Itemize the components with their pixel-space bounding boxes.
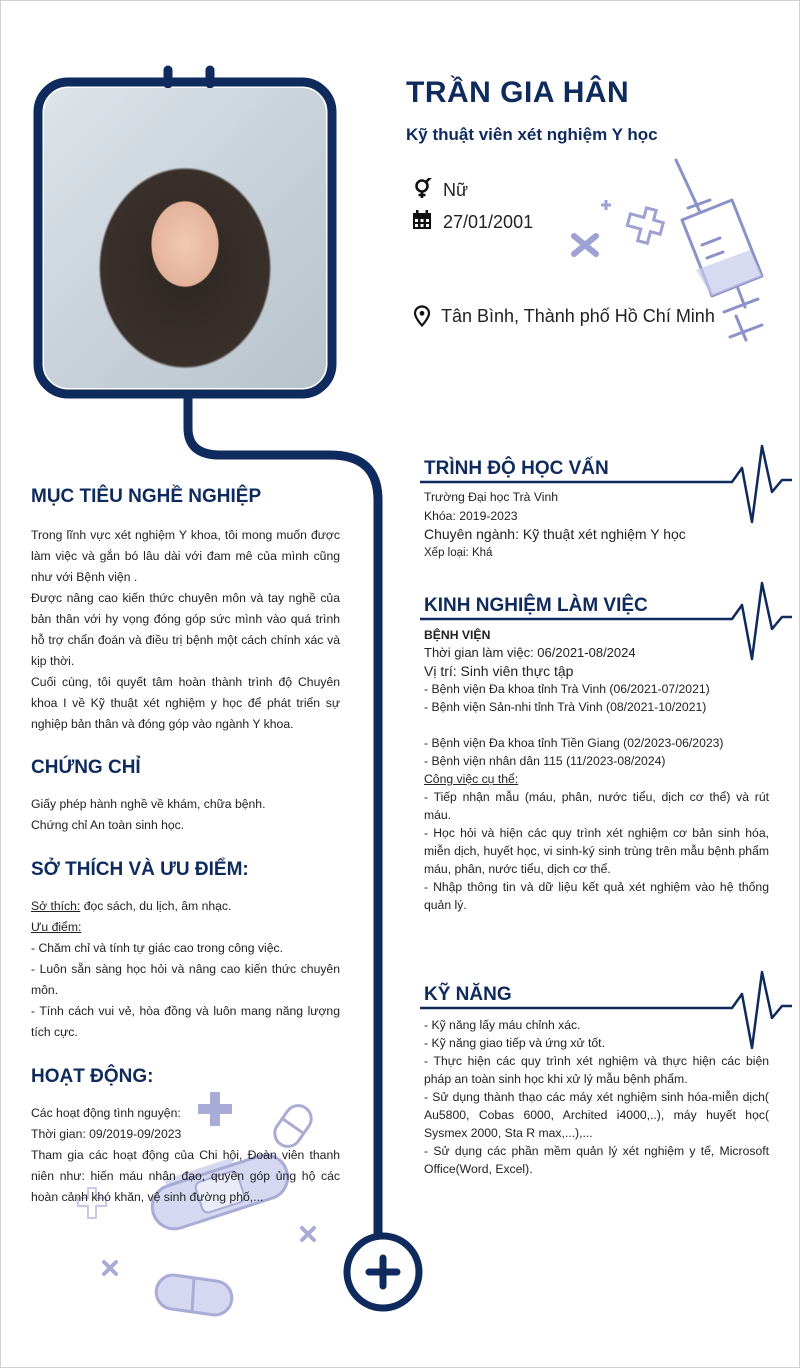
objective-heading: MỤC TIÊU NGHỀ NGHIỆP [31, 486, 262, 507]
strength-item: - Luôn sẵn sàng học hỏi và nâng cao kiến thức chuyên môn. [31, 962, 340, 997]
certificates-list [31, 794, 340, 836]
skill-item: - Sử dụng thành thạo các máy xét nghiệm sinh hóa-miễn dịch( Au5800, Cobas 6000, Archited i4000,..), máy huyết học( Sysmex 2000, Sta R max,...),... [424, 1090, 769, 1140]
experience-period: Thời gian làm việc: 06/2021-08/2024 [424, 645, 636, 660]
skill-item: - Sử dụng các phần mềm quản lý xét nghiệm y tế, Microsoft Office(Word, Excel). [424, 1144, 769, 1176]
activity-line: Tham gia các hoạt động của Chi hội, Đoàn viên thanh niên như: hiến máu nhân đạo, quyên góp ủng hộ các hoàn cảnh khó khăn, vệ sinh đường phố,... [31, 1148, 340, 1204]
duty-item: - Học hỏi và hiện các quy trình xét nghiệm cơ bản sinh hóa, miễn dịch, huyết học, vi sinh-ký sinh trùng trên mẫu bệnh phẩm máu, phân, nước tiểu, dịch cơ thể. [424, 826, 769, 876]
education-grade: Xếp loại: Khá [424, 546, 493, 559]
duty-item: - Tiếp nhận mẫu (máu, phân, nước tiểu, dịch cơ thể) và rút máu. [424, 790, 769, 822]
activity-line: Các hoạt động tình nguyện: [31, 1106, 181, 1120]
activities-text [31, 1103, 340, 1208]
education-school: Trường Đại học Trà Vinh [424, 490, 559, 504]
location-pin-icon [413, 305, 431, 327]
skills-heading: KỸ NĂNG [424, 984, 512, 1005]
hobbies-heading: SỞ THÍCH VÀ ƯU ĐIỂM: [31, 859, 249, 880]
syringe-icon [560, 150, 790, 360]
candidate-name: TRẦN GIA HÂN [406, 76, 630, 109]
strength-item: - Tính cách vui vẻ, hòa đồng và luôn mang năng lượng tích cực. [31, 1004, 340, 1039]
strength-label: Ưu điểm: [31, 920, 82, 934]
certificate-item: Giấy phép hành nghề về khám, chữa bệnh. [31, 797, 266, 811]
experience-place: - Bệnh viện Sản-nhi tỉnh Trà Vinh (08/2021-10/2021) [424, 700, 707, 714]
birthdate-value: 27/01/2001 [443, 212, 534, 232]
education-heading: TRÌNH ĐỘ HỌC VẤN [424, 458, 609, 479]
strength-item: - Chăm chỉ và tính tự giác cao trong công việc. [31, 941, 284, 955]
experience-place: - Bệnh viện nhân dân 115 (11/2023-08/2024) [424, 754, 666, 768]
hobby-text: đọc sách, du lịch, âm nhạc. [80, 899, 232, 913]
experience-details [424, 626, 769, 914]
education-course: Khóa: 2019-2023 [424, 508, 518, 523]
gender-value: Nữ [443, 180, 469, 200]
experience-place: - Bệnh viện Đa khoa tỉnh Tiền Giang (02/2023-06/2023) [424, 736, 724, 750]
objective-paragraph: Cuối cùng, tôi quyết tâm hoàn thành trình độ Chuyên khoa I về Kỹ thuật xét nghiệm y học để phát triển sự nghiệp bản thân và đóng góp vào ngành Y khoa. [31, 675, 340, 731]
profile-photo [44, 88, 326, 388]
skill-item: - Thực hiện các quy trình xét nghiệm và thực hiện các biện pháp an toàn sinh học khi xử lý mẫu bệnh phẩm. [424, 1054, 769, 1086]
hobbies-text [31, 896, 340, 1043]
skills-list [424, 1016, 769, 1178]
hobby-label: Sở thích: [31, 899, 81, 913]
skill-item: - Kỹ năng lấy máu chỉnh xác. [424, 1018, 581, 1032]
experience-heading: KINH NGHIỆM LÀM VIỆC [424, 595, 648, 616]
duty-item: - Nhập thông tin và dữ liệu kết quả xét nghiệm vào hệ thống quản lý. [424, 880, 769, 912]
duties-label: Công việc cụ thể: [424, 772, 519, 786]
job-title: Kỹ thuật viên xét nghiệm Y học [406, 125, 658, 144]
address-value: Tân Bình, Thành phố Hồ Chí Minh [441, 306, 715, 326]
objective-paragraph: Được nâng cao kiến thức chuyên môn và tay nghề của bản thân với hy vọng đóng góp sức mình vào quá trình hỗ trợ chẩn đoán và điều trị bệnh một cách chính xác và kịp thời. [31, 591, 340, 668]
objective-paragraph: Trong lĩnh vực xét nghiệm Y khoa, tôi mong muốn được làm việc và gắn bó lâu dài với đam mê của mình cũng như với Bệnh viện . [31, 528, 340, 584]
experience-position: Vị trí: Sinh viên thực tập [424, 663, 574, 679]
calendar-icon [412, 210, 432, 230]
experience-org: BỆNH VIỆN [424, 628, 491, 642]
certificate-item: Chứng chỉ An toàn sinh học. [31, 818, 185, 832]
education-major: Chuyên ngành: Kỹ thuật xét nghiệm Y học [424, 526, 686, 542]
skill-item: - Kỹ năng giao tiếp và ứng xử tốt. [424, 1036, 605, 1050]
activities-heading: HOẠT ĐỘNG: [31, 1066, 154, 1087]
objective-text [31, 525, 340, 735]
education-details [424, 488, 774, 562]
certificates-heading: CHỨNG CHỈ [31, 757, 141, 778]
activity-line: Thời gian: 09/2019-09/2023 [31, 1127, 182, 1141]
gender-icon [412, 178, 432, 198]
experience-place: - Bệnh viện Đa khoa tỉnh Trà Vinh (06/2021-07/2021) [424, 682, 710, 696]
